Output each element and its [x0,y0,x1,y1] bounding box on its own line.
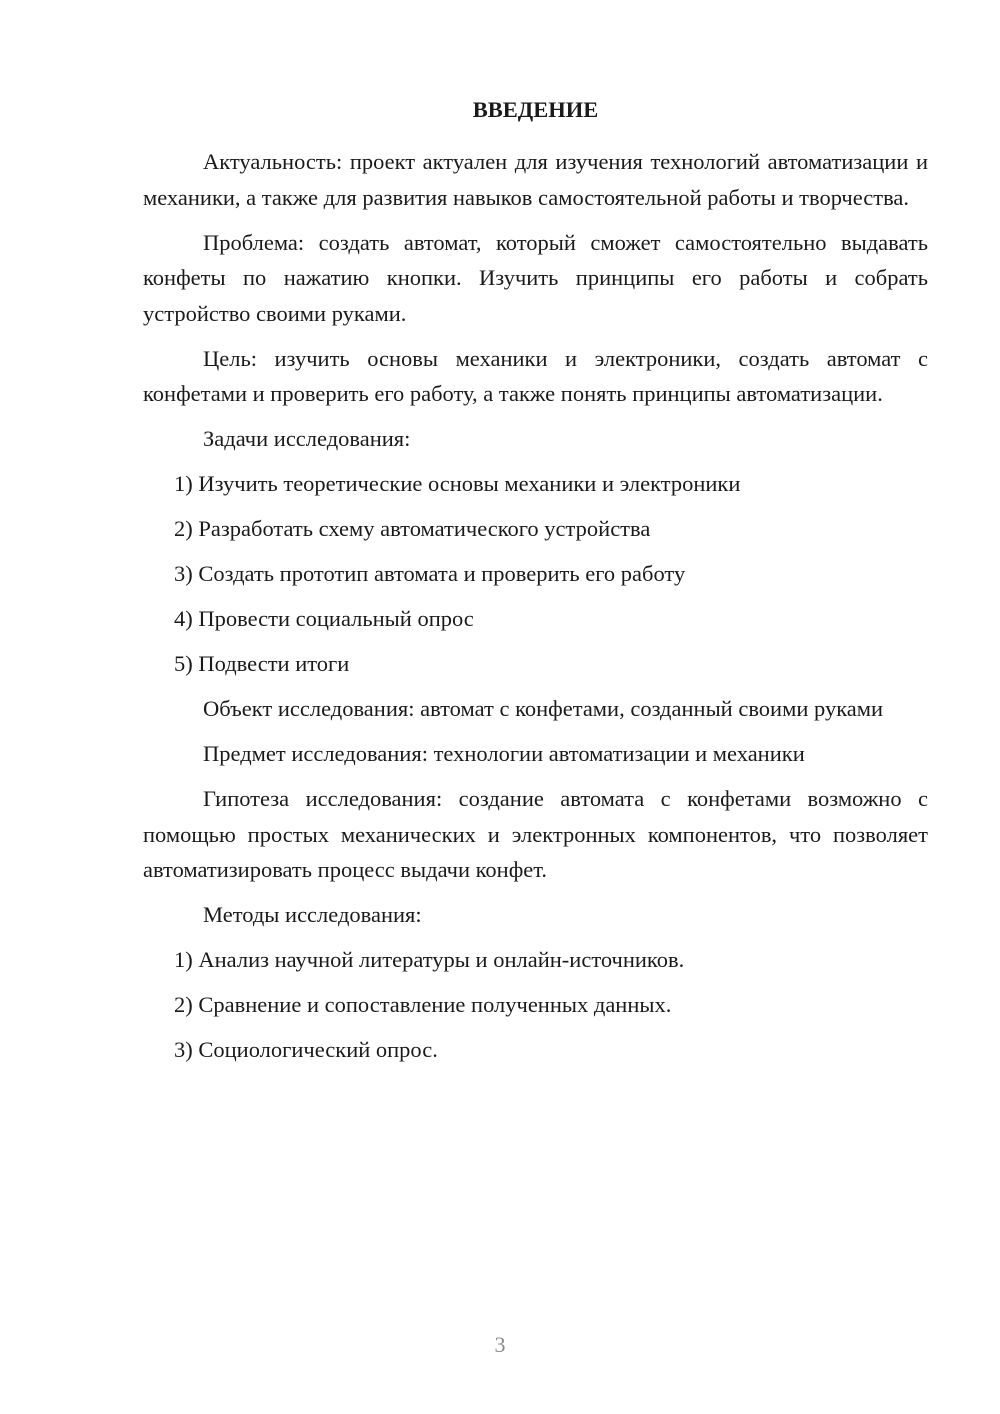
hypothesis-paragraph: Гипотеза исследования: создание автомата с конфетами возможно с помощью простых механических и электронных компонентов, что позволяет автоматизировать процесс выдачи конфет. [143,786,928,882]
task-item: 4) Провести социальный опрос [174,606,474,631]
tasks-heading: Задачи исследования: [203,426,411,451]
page-number: 3 [494,1332,506,1357]
goal-paragraph: Цель: изучить основы механики и электроники, создать автомат с конфетами и проверить его работу, а также понять принципы автоматизации. [143,345,928,406]
problem-paragraph: Проблема: создать автомат, который сможет самостоятельно выдавать конфеты по нажатию кнопки. Изучить принципы его работы и собрать устройство своими руками. [143,229,928,326]
task-item: 5) Подвести итоги [174,651,350,676]
task-item: 2) Разработать схему автоматического устройства [174,516,651,541]
document-page [143,92,928,1077]
task-item: 1) Изучить теоретические основы механики и электроники [174,471,741,496]
task-item: 3) Создать прототип автомата и проверить его работу [174,561,686,586]
section-title: ВВЕДЕНИЕ [472,97,599,122]
subject-paragraph: Предмет исследования: технологии автоматизации и механики [203,741,805,766]
object-paragraph: Объект исследования: автомат с конфетами, созданный своими руками [203,696,884,721]
relevance-paragraph: Актуальность: проект актуален для изучения технологий автоматизации и механики, а также для развития навыков самостоятельной работы и творчества. [143,149,928,210]
method-item: 2) Сравнение и сопоставление полученных данных. [174,992,672,1017]
methods-heading: Методы исследования: [203,902,422,927]
method-item: 3) Социологический опрос. [174,1037,438,1062]
method-item: 1) Анализ научной литературы и онлайн-источников. [174,947,685,972]
